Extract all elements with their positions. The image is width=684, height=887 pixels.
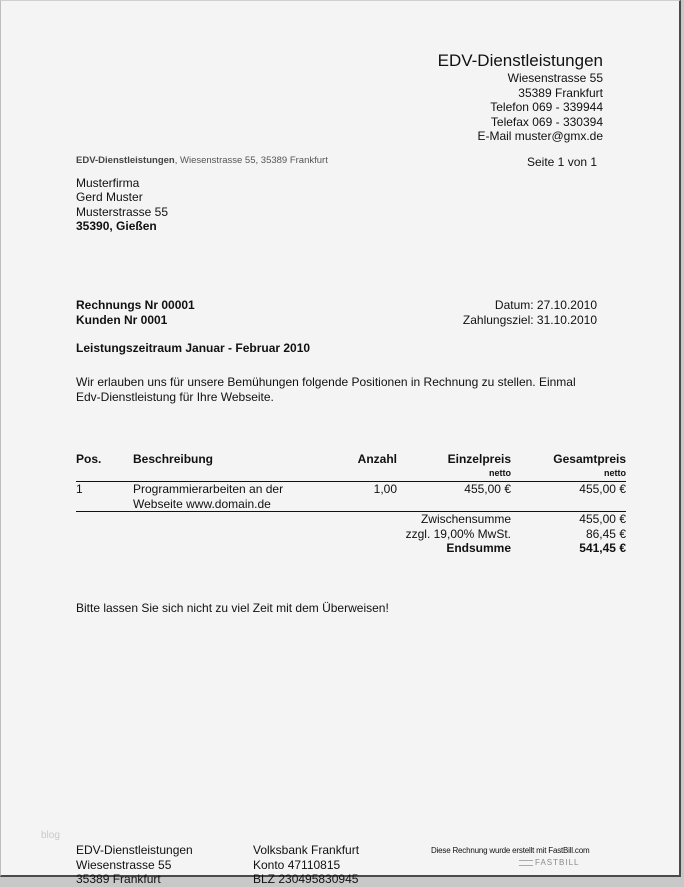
invoice-dates — [463, 298, 597, 327]
row-unit-price: 455,00 € — [464, 482, 511, 496]
sender-city: 35389 Frankfurt — [518, 85, 603, 100]
header-pos: Pos. — [76, 452, 102, 466]
footer-bank — [253, 843, 359, 887]
payment-due-date: Zahlungsziel: 31.10.2010 — [462, 312, 597, 327]
table-row — [76, 482, 626, 511]
footer-company-street: Wiesenstrasse 55 — [76, 857, 172, 872]
customer-number: Kunden Nr 0001 — [76, 312, 168, 327]
vat-label: zzgl. 19,00% MwSt. — [405, 526, 511, 541]
recipient-address — [76, 176, 168, 234]
grand-total-label: Endsumme — [446, 541, 511, 555]
header-total-price: Gesamtpreis — [553, 452, 626, 466]
sender-header — [438, 50, 603, 144]
invoice-numbers — [76, 298, 195, 327]
footer-bank-name: Volksbank Frankfurt — [253, 843, 360, 857]
page-number: Seite 1 von 1 — [527, 155, 598, 169]
logo-lines-icon — [519, 860, 533, 866]
intro-text: Wir erlauben uns für unsere Bemühungen folgende Positionen in Rechnung zu stellen. Einmal Edv-Dienstleistung für Ihre Webseite. — [76, 375, 576, 404]
table-header — [76, 452, 626, 481]
recipient-person: Gerd Muster — [76, 190, 143, 205]
subtotal-row — [76, 512, 626, 527]
recipient-street: Musterstrasse 55 — [76, 204, 169, 219]
watermark: blog — [41, 830, 60, 841]
footer-bank-code: BLZ 230495830945 — [253, 872, 359, 886]
header-quantity: Anzahl — [357, 452, 397, 466]
closing-text: Bitte lassen Sie sich nicht zu viel Zeit mit dem Überweisen! — [76, 601, 389, 615]
line-items-table — [76, 452, 626, 556]
subtotal-value: 455,00 € — [579, 512, 626, 526]
fastbill-logo-text: FASTBILL — [535, 858, 580, 867]
recipient-city: 35390, Gießen — [76, 219, 157, 234]
row-total-price: 455,00 € — [579, 482, 626, 496]
invoice-date: Datum: 27.10.2010 — [494, 298, 597, 312]
grand-total-row — [76, 541, 626, 556]
return-address-rest: , Wiesenstrasse 55, 35389 Frankfurt — [174, 155, 328, 166]
vat-row — [76, 527, 626, 542]
sender-phone: Telefon 069 - 339944 — [490, 100, 603, 114]
row-description-line2: Webseite www.domain.de — [133, 496, 271, 511]
subtotal-label: Zwischensumme — [420, 512, 511, 526]
return-address — [76, 155, 328, 167]
header-description: Beschreibung — [133, 452, 214, 466]
row-quantity: 1,00 — [373, 482, 397, 496]
sender-fax: Telefax 069 - 330394 — [490, 114, 603, 129]
row-pos: 1 — [76, 482, 83, 496]
header-unit-price-netto: netto — [489, 468, 511, 478]
vat-value: 86,45 € — [585, 526, 626, 541]
row-description — [133, 482, 283, 511]
sender-street: Wiesenstrasse 55 — [507, 71, 603, 85]
header-unit-price: Einzelpreis — [447, 452, 511, 466]
footer-bank-account: Konto 47110815 — [253, 857, 341, 872]
sender-company-name: EDV-Dienstleistungen — [437, 51, 603, 70]
return-address-company: EDV-Dienstleistungen — [76, 155, 175, 166]
service-period: Leistungszeitraum Januar - Februar 2010 — [76, 341, 311, 355]
invoice-number: Rechnungs Nr 00001 — [76, 298, 195, 312]
header-total-price-netto: netto — [604, 468, 626, 478]
recipient-company: Musterfirma — [76, 176, 140, 190]
footer-company — [76, 843, 193, 887]
footer-generator-note: Diese Rechnung wurde erstellt mit FastBill.com — [431, 846, 590, 855]
sender-email: E-Mail muster@gmx.de — [477, 129, 603, 143]
footer-company-name: EDV-Dienstleistungen — [76, 843, 193, 857]
fastbill-logo — [519, 858, 579, 867]
row-description-line1: Programmierarbeiten an der — [133, 482, 284, 496]
footer-company-city: 35389 Frankfurt — [76, 872, 161, 886]
grand-total-value: 541,45 € — [579, 541, 626, 555]
